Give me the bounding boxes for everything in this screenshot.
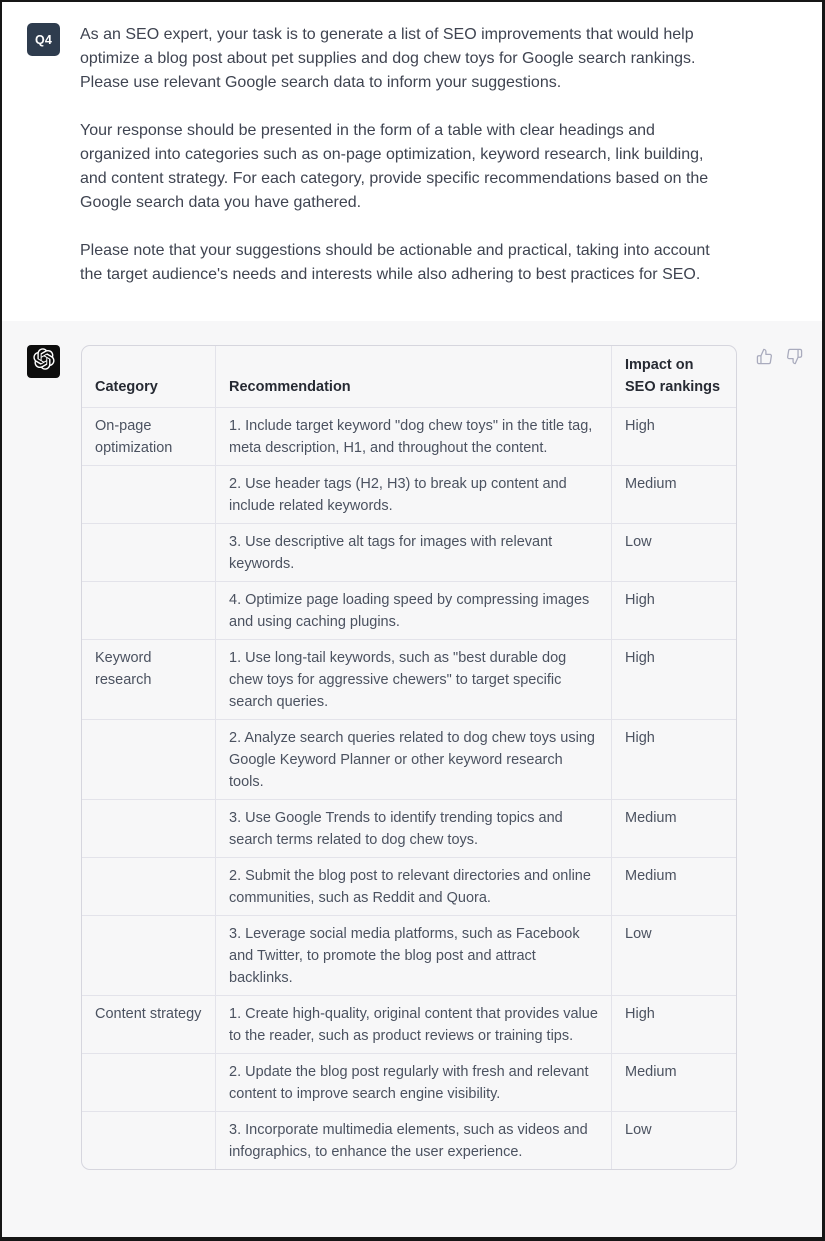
table-row bbox=[82, 995, 736, 1053]
category-cell: Content strategy bbox=[82, 995, 215, 1053]
table-row bbox=[82, 915, 736, 995]
user-paragraph: Your response should be presented in the form of a table with clear headings and organized into categories such as on-page optimization, keyword research, link building, and content strategy. For each category, provide specific recommendations based on the Google search data you have gathered. bbox=[80, 122, 709, 211]
category-cell: On-page optimization bbox=[82, 407, 215, 465]
table-header-row bbox=[82, 346, 736, 407]
recommendation-cell: 2. Analyze search queries related to dog chew toys using Google Keyword Planner or other keyword research tools. bbox=[215, 719, 611, 799]
recommendation-cell: 3. Use descriptive alt tags for images with relevant keywords. bbox=[215, 523, 611, 581]
message-actions bbox=[756, 343, 803, 1207]
category-cell bbox=[82, 581, 215, 639]
category-cell bbox=[82, 465, 215, 523]
user-paragraph: As an SEO expert, your task is to generate a list of SEO improvements that would help optimize a blog post about pet supplies and dog chew toys for Google search rankings. Please use relevant Google search data to inform your suggestions. bbox=[80, 26, 696, 91]
category-cell bbox=[82, 799, 215, 857]
assistant-message bbox=[2, 321, 822, 1237]
impact-cell: Low bbox=[611, 1111, 736, 1169]
impact-cell: Medium bbox=[611, 799, 736, 857]
recommendation-cell: 3. Use Google Trends to identify trending topics and search terms related to dog chew toys. bbox=[215, 799, 611, 857]
thumbs-up-icon bbox=[756, 348, 773, 365]
category-cell bbox=[82, 719, 215, 799]
impact-cell: High bbox=[611, 407, 736, 465]
table-row bbox=[82, 719, 736, 799]
recommendation-cell: 1. Use long-tail keywords, such as "best durable dog chew toys for aggressive chewers" to target specific search queries. bbox=[215, 639, 611, 719]
recommendation-cell: 4. Optimize page loading speed by compressing images and using caching plugins. bbox=[215, 581, 611, 639]
seo-recommendations-table bbox=[81, 345, 737, 1170]
category-cell: Keyword research bbox=[82, 639, 215, 719]
user-message bbox=[2, 2, 822, 321]
table-row bbox=[82, 581, 736, 639]
assistant-avatar bbox=[27, 345, 60, 378]
user-paragraph: Please note that your suggestions should be actionable and practical, taking into account the target audience's needs and interests while also adhering to best practices for SEO. bbox=[80, 242, 710, 283]
column-header-recommendation: Recommendation bbox=[215, 346, 611, 407]
thumbs-down-button[interactable] bbox=[786, 348, 803, 365]
table-row bbox=[82, 1111, 736, 1169]
recommendation-cell: 1. Include target keyword "dog chew toys" in the title tag, meta description, H1, and throughout the content. bbox=[215, 407, 611, 465]
table-row bbox=[82, 465, 736, 523]
table-row bbox=[82, 639, 736, 719]
openai-logo-icon bbox=[33, 348, 55, 375]
table-row bbox=[82, 1053, 736, 1111]
impact-cell: High bbox=[611, 995, 736, 1053]
category-cell bbox=[82, 1111, 215, 1169]
impact-cell: High bbox=[611, 639, 736, 719]
recommendation-cell: 1. Create high-quality, original content that provides value to the reader, such as product reviews or training tips. bbox=[215, 995, 611, 1053]
recommendation-cell: 3. Incorporate multimedia elements, such as videos and infographics, to enhance the user experience. bbox=[215, 1111, 611, 1169]
impact-cell: High bbox=[611, 719, 736, 799]
category-cell bbox=[82, 915, 215, 995]
impact-cell: Medium bbox=[611, 465, 736, 523]
recommendation-cell: 2. Use header tags (H2, H3) to break up content and include related keywords. bbox=[215, 465, 611, 523]
impact-cell: Medium bbox=[611, 1053, 736, 1111]
table-row bbox=[82, 523, 736, 581]
table-row bbox=[82, 407, 736, 465]
question-badge: Q4 bbox=[27, 23, 60, 56]
category-cell bbox=[82, 1053, 215, 1111]
category-cell bbox=[82, 857, 215, 915]
category-cell bbox=[82, 523, 215, 581]
column-header-impact: Impact on SEO rankings bbox=[611, 346, 736, 407]
recommendation-cell: 2. Submit the blog post to relevant directories and online communities, such as Reddit and Quora. bbox=[215, 857, 611, 915]
impact-cell: Low bbox=[611, 523, 736, 581]
impact-cell: High bbox=[611, 581, 736, 639]
thumbs-up-button[interactable] bbox=[756, 348, 773, 365]
assistant-response-content bbox=[81, 343, 735, 1207]
impact-cell: Low bbox=[611, 915, 736, 995]
table-row bbox=[82, 799, 736, 857]
thumbs-down-icon bbox=[786, 348, 803, 365]
column-header-category: Category bbox=[95, 379, 158, 395]
table-row bbox=[82, 857, 736, 915]
recommendation-cell: 3. Leverage social media platforms, such as Facebook and Twitter, to promote the blog post and attract backlinks. bbox=[215, 915, 611, 995]
impact-cell: Medium bbox=[611, 857, 736, 915]
recommendation-cell: 2. Update the blog post regularly with fresh and relevant content to improve search engine visibility. bbox=[215, 1053, 611, 1111]
user-message-text bbox=[80, 22, 725, 287]
